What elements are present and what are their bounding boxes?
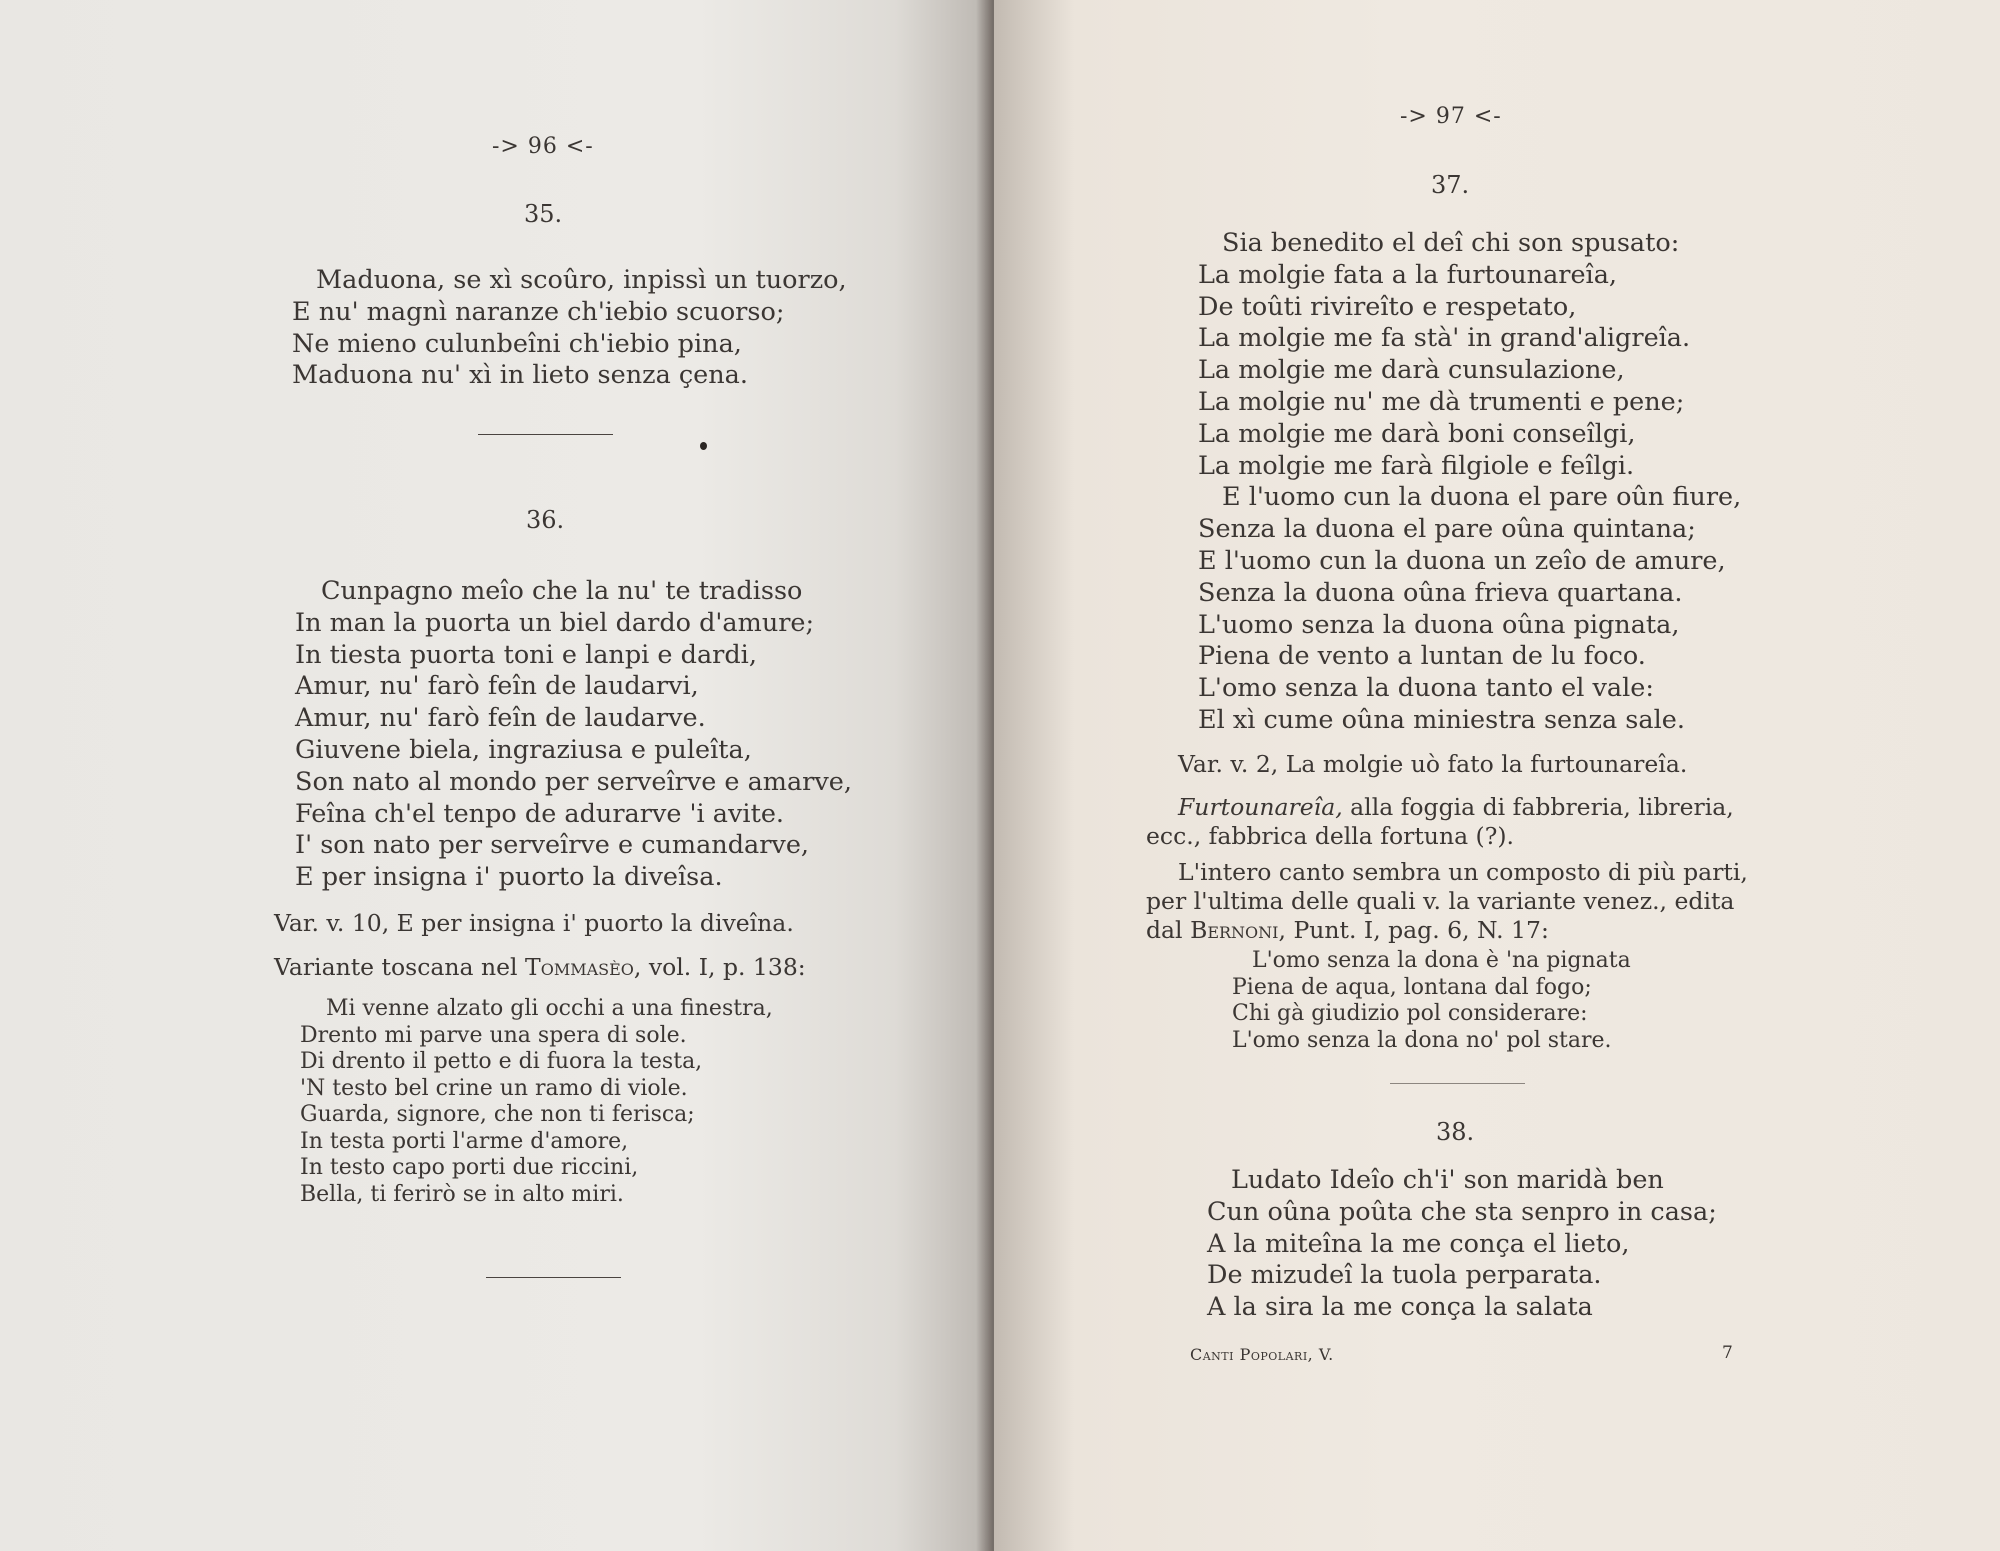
verse-line: Cunpagno meîo che la nu' te tradisso [321, 576, 803, 606]
left-page-number: -> 96 <- [492, 134, 594, 159]
poem-36-number: 36. [526, 506, 565, 534]
note-line: per l'ultima delle quali v. la variante venez., edita [1146, 887, 1735, 915]
verse-line: E l'uomo cun la duona el pare oûn fiure, [1222, 482, 1742, 513]
variant-note: Var. v. 2, La molgie uò fato la furtounareîa. [1178, 750, 1688, 778]
verse-line: In man la puorta un biel dardo d'amure; [295, 607, 815, 638]
toscana-note-suffix: , vol. I, p. 138: [633, 953, 806, 981]
verse-line: La molgie me darà cunsulazione, [1198, 355, 1625, 386]
note-line: L'intero canto sembra un composto di più parti, [1178, 858, 1748, 886]
poem-37-text [1198, 228, 1741, 737]
verse-line: E nu' magnì naranze ch'iebio scuorso; [292, 296, 785, 327]
verse-line: La molgie me darà boni conseîlgi, [1198, 418, 1636, 449]
note-author: Bernoni [1190, 916, 1279, 944]
verse-line: La molgie me fa stà' in grand'aligreîa. [1198, 323, 1691, 354]
verse-line: In testo capo porti due riccini, [300, 1155, 639, 1180]
verse-line: A la sira la me conça la salata [1207, 1292, 1593, 1323]
verse-line: Bella, ti ferirò se in alto miri. [300, 1181, 624, 1207]
verse-line: In tiesta puorta toni e lanpi e dardi, [295, 639, 757, 670]
gloss-term: Furtounareîa, [1178, 793, 1343, 821]
signature-line: Canti Popolari, V. [1190, 1345, 1334, 1364]
verse-line: L'omo senza la duona tanto el vale: [1198, 673, 1654, 704]
verse-line: Feîna ch'el tenpo de adurarve 'i avite. [295, 798, 785, 829]
gloss-line [1178, 793, 1734, 822]
verse-line: La molgie fata a la furtounareîa, [1198, 259, 1618, 290]
ink-speck [700, 442, 707, 450]
verse-line: La molgie nu' me dà trumenti e pene; [1198, 386, 1685, 417]
verse-line: Ludato Ideîo ch'i' son maridà ben [1231, 1165, 1664, 1195]
poem-38-text [1207, 1165, 1717, 1324]
toscana-note [274, 953, 806, 982]
poem-36-text [295, 576, 852, 894]
verse-line: Guarda, signore, che non ti ferisca; [300, 1102, 695, 1127]
verse-line: El xì cume oûna miniestra senza sale. [1198, 704, 1685, 735]
verse-line: Piena de aqua, lontana dal fogo; [1232, 974, 1592, 1000]
verse-line: Ne mieno culunbeîni ch'iebio pina, [292, 328, 742, 359]
poem-35-number: 35. [524, 200, 563, 228]
verse-line: A la miteîna la me conça el lieto, [1207, 1228, 1630, 1259]
toscana-note-author: Tommasèo [525, 953, 634, 981]
right-page [994, 0, 2000, 1551]
verse-line: Amur, nu' farò feîn de laudarve. [295, 703, 706, 734]
source-note [1146, 858, 1748, 945]
poem-38-number: 38. [1436, 1118, 1475, 1146]
gloss-note [1146, 793, 1734, 851]
gloss-line: ecc., fabbrica della fortuna (?). [1146, 822, 1514, 850]
verse-line: Sia benedito el deî chi son spusato: [1222, 228, 1680, 258]
section-divider [1390, 1083, 1525, 1084]
toscana-note-prefix: Variante toscana nel [274, 953, 518, 981]
verse-line: Chi gà giudizio pol considerare: [1232, 1001, 1588, 1026]
verse-line: In testa porti l'arme d'amore, [300, 1128, 629, 1154]
verse-line: Son nato al mondo per serveîrve e amarve, [295, 766, 852, 797]
toscana-variant-text [300, 996, 773, 1208]
verse-line: Giuvene biela, ingraziusa e puleîta, [295, 734, 752, 765]
verse-line: Mi venne alzato gli occhi a una finestra, [326, 996, 773, 1021]
verse-line: L'omo senza la dona no' pol stare. [1232, 1027, 1612, 1053]
poem-37-number: 37. [1431, 171, 1470, 199]
venez-variant-text [1232, 948, 1631, 1054]
verse-line: L'uomo senza la duona oûna pignata, [1198, 609, 1680, 640]
right-page-number: -> 97 <- [1400, 104, 1502, 129]
poem-35-text [292, 265, 847, 392]
verse-line: Amur, nu' farò feîn de laudarvi, [295, 671, 699, 702]
verse-line: Cun oûna poûta che sta senpro in casa; [1207, 1196, 1717, 1227]
verse-line: L'omo senza la dona è 'na pignata [1252, 948, 1631, 973]
left-page [0, 0, 994, 1551]
verse-line: E l'uomo cun la duona un zeîo de amure, [1198, 545, 1726, 576]
signature-mark: 7 [1722, 1343, 1733, 1363]
verse-line: 'N testo bel crine un ramo di viole. [300, 1075, 688, 1101]
verse-line: La molgie me farà filgiole e feîlgi. [1198, 450, 1635, 481]
gloss-definition: alla foggia di fabbreria, libreria, [1350, 793, 1734, 821]
section-divider [478, 434, 613, 435]
verse-line: E per insigna i' puorto la diveîsa. [295, 862, 723, 893]
verse-line: Piena de vento a luntan de lu foco. [1198, 641, 1646, 672]
verse-line: Maduona nu' xì in lieto senza çena. [292, 360, 748, 391]
section-divider [486, 1277, 621, 1278]
verse-line: De mizudeî la tuola perparata. [1207, 1260, 1602, 1291]
verse-line: Senza la duona el pare oûna quintana; [1198, 514, 1696, 545]
verse-line: Maduona, se xì scoûro, inpissì un tuorzo, [316, 265, 847, 295]
variant-note: Var. v. 10, E per insigna i' puorto la diveîna. [274, 909, 794, 937]
verse-line: Drento mi parve una spera di sole. [300, 1022, 687, 1048]
verse-line: I' son nato per serveîrve e cumandarve, [295, 830, 810, 861]
verse-line: Senza la duona oûna frieva quartana. [1198, 577, 1683, 608]
verse-line: De toûti rivireîto e respetato, [1198, 291, 1577, 322]
verse-line: Di drento il petto e di fuora la testa, [300, 1049, 703, 1074]
note-line: dal Bernoni, Punt. I, pag. 6, N. 17: [1146, 916, 1549, 944]
